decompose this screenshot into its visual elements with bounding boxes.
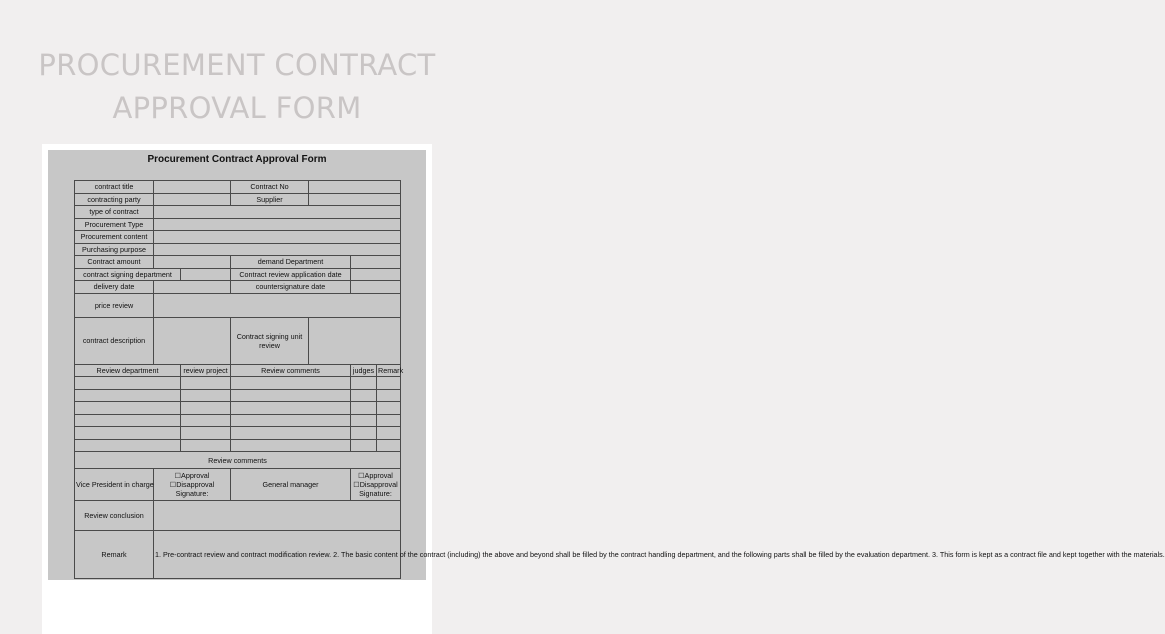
cell-review-department[interactable]: [75, 439, 181, 452]
row-type-of-contract: [75, 206, 401, 219]
label-review-application-date: Contract review application date: [231, 268, 351, 281]
cell-review-department[interactable]: [75, 414, 181, 427]
field-procurement-content[interactable]: [154, 231, 401, 244]
cell-remark[interactable]: [377, 427, 401, 440]
row-review-conclusion: [75, 501, 401, 531]
label-procurement-content: Procurement content: [75, 231, 154, 244]
header-remark: Remark: [378, 365, 404, 375]
cell-remark[interactable]: [377, 414, 401, 427]
row-delivery-date: [75, 281, 401, 294]
field-contract-no[interactable]: [309, 181, 401, 194]
label-vice-president: Vice President in charge: [75, 469, 154, 501]
label-review-conclusion: Review conclusion: [75, 501, 154, 531]
hero-title-line1: PROCUREMENT CONTRACT: [38, 48, 436, 82]
row-contract-amount: [75, 256, 401, 269]
label-contracting-party: contracting party: [75, 193, 154, 206]
gm-signature-label: Signature:: [359, 489, 392, 498]
header-review-comments: Review comments: [231, 364, 351, 377]
field-contracting-party[interactable]: [154, 193, 231, 206]
field-review-conclusion[interactable]: [154, 501, 401, 531]
row-review-comments-header: [75, 452, 401, 469]
header-judges: judges: [351, 364, 377, 377]
gm-approval-checkbox[interactable]: ☐Approval: [358, 471, 393, 480]
header-review-project: review project: [181, 364, 231, 377]
field-demand-department[interactable]: [351, 256, 401, 269]
vp-approval-checkbox[interactable]: ☐Approval: [174, 471, 210, 480]
label-contract-no: Contract No: [231, 181, 309, 194]
row-procurement-content: [75, 231, 401, 244]
cell-review-comments[interactable]: [231, 439, 351, 452]
hero-title: [0, 44, 474, 130]
hero-title-line2: APPROVAL FORM: [112, 91, 362, 125]
cell-review-comments[interactable]: [231, 414, 351, 427]
row-executive-approval: [75, 469, 401, 501]
cell-review-department[interactable]: [75, 402, 181, 415]
label-purchasing-purpose: Purchasing purpose: [75, 243, 154, 256]
cell-judges[interactable]: [351, 439, 377, 452]
field-contract-title[interactable]: [154, 181, 231, 194]
remark-text: 1. Pre-contract review and contract modification review. 2. The basic content of the contract (including) the above and beyond shall be filled by the contract handling department, and the following parts shall be filled by the evaluation department. 3. This form is kept as a contract file and kept together with the materials.: [154, 531, 401, 579]
field-contract-amount[interactable]: [154, 256, 231, 269]
cell-judges[interactable]: [351, 414, 377, 427]
field-contract-description[interactable]: [154, 317, 231, 364]
cell-judges[interactable]: [351, 377, 377, 390]
label-contract-description: contract description: [75, 317, 154, 364]
cell-review-project[interactable]: [181, 377, 231, 390]
label-contract-signing-department: contract signing department: [75, 268, 181, 281]
table-row: [75, 427, 401, 440]
row-contract-title: [75, 181, 401, 194]
cell-remark[interactable]: [377, 377, 401, 390]
cell-review-comments[interactable]: [231, 402, 351, 415]
gm-approval-block: [351, 469, 401, 501]
field-procurement-type[interactable]: [154, 218, 401, 231]
field-purchasing-purpose[interactable]: [154, 243, 401, 256]
label-countersignature-date: countersignature date: [231, 281, 351, 294]
approval-form-table: [74, 180, 1165, 579]
field-contract-signing-department[interactable]: [181, 268, 231, 281]
label-supplier: Supplier: [231, 193, 309, 206]
cell-review-department[interactable]: [75, 427, 181, 440]
cell-remark[interactable]: [377, 402, 401, 415]
review-comments-header: Review comments: [75, 452, 401, 469]
row-contracting-party: [75, 193, 401, 206]
table-row: [75, 389, 401, 402]
cell-review-project[interactable]: [181, 389, 231, 402]
review-table-header: [75, 364, 401, 377]
field-countersignature-date[interactable]: [351, 281, 401, 294]
label-type-of-contract: type of contract: [75, 206, 154, 219]
field-signing-unit-review[interactable]: [309, 317, 401, 364]
label-price-review: price review: [75, 293, 154, 317]
cell-review-department[interactable]: [75, 377, 181, 390]
label-demand-department: demand Department: [231, 256, 351, 269]
header-review-department: Review department: [75, 364, 181, 377]
field-review-application-date[interactable]: [351, 268, 401, 281]
table-row: [75, 377, 401, 390]
cell-review-comments[interactable]: [231, 389, 351, 402]
table-row: [75, 414, 401, 427]
row-signing-department: [75, 268, 401, 281]
label-contract-amount: Contract amount: [75, 256, 154, 269]
cell-judges[interactable]: [351, 427, 377, 440]
cell-judges[interactable]: [351, 402, 377, 415]
label-contract-title: contract title: [75, 181, 154, 194]
cell-review-department[interactable]: [75, 389, 181, 402]
label-general-manager: General manager: [231, 469, 351, 501]
cell-review-comments[interactable]: [231, 427, 351, 440]
label-remark: Remark: [75, 531, 154, 579]
vp-approval-block: [154, 469, 231, 501]
vp-signature-label: Signature:: [175, 489, 209, 498]
table-row: [75, 439, 401, 452]
label-signing-unit-review: Contract signing unit review: [231, 317, 309, 364]
label-procurement-type: Procurement Type: [75, 218, 154, 231]
row-purchasing-purpose: [75, 243, 401, 256]
row-price-review: [75, 293, 401, 317]
cell-remark[interactable]: [377, 439, 401, 452]
label-delivery-date: delivery date: [75, 281, 154, 294]
field-type-of-contract[interactable]: [154, 206, 401, 219]
row-contract-description: [75, 317, 401, 364]
cell-review-comments[interactable]: [231, 377, 351, 390]
field-supplier[interactable]: [309, 193, 401, 206]
form-title: Procurement Contract Approval Form: [147, 154, 327, 165]
cell-remark[interactable]: [377, 389, 401, 402]
gm-disapproval-checkbox[interactable]: ☐Disapproval: [353, 480, 398, 489]
table-row: [75, 402, 401, 415]
cell-review-project[interactable]: [181, 439, 231, 452]
cell-judges[interactable]: [351, 389, 377, 402]
cell-review-project[interactable]: [181, 414, 231, 427]
field-delivery-date[interactable]: [154, 281, 231, 294]
cell-review-project[interactable]: [181, 402, 231, 415]
row-remark: [75, 531, 401, 579]
vp-disapproval-checkbox[interactable]: ☐Disapproval: [169, 480, 215, 489]
cell-review-project[interactable]: [181, 427, 231, 440]
field-price-review[interactable]: [154, 293, 401, 317]
row-procurement-type: [75, 218, 401, 231]
